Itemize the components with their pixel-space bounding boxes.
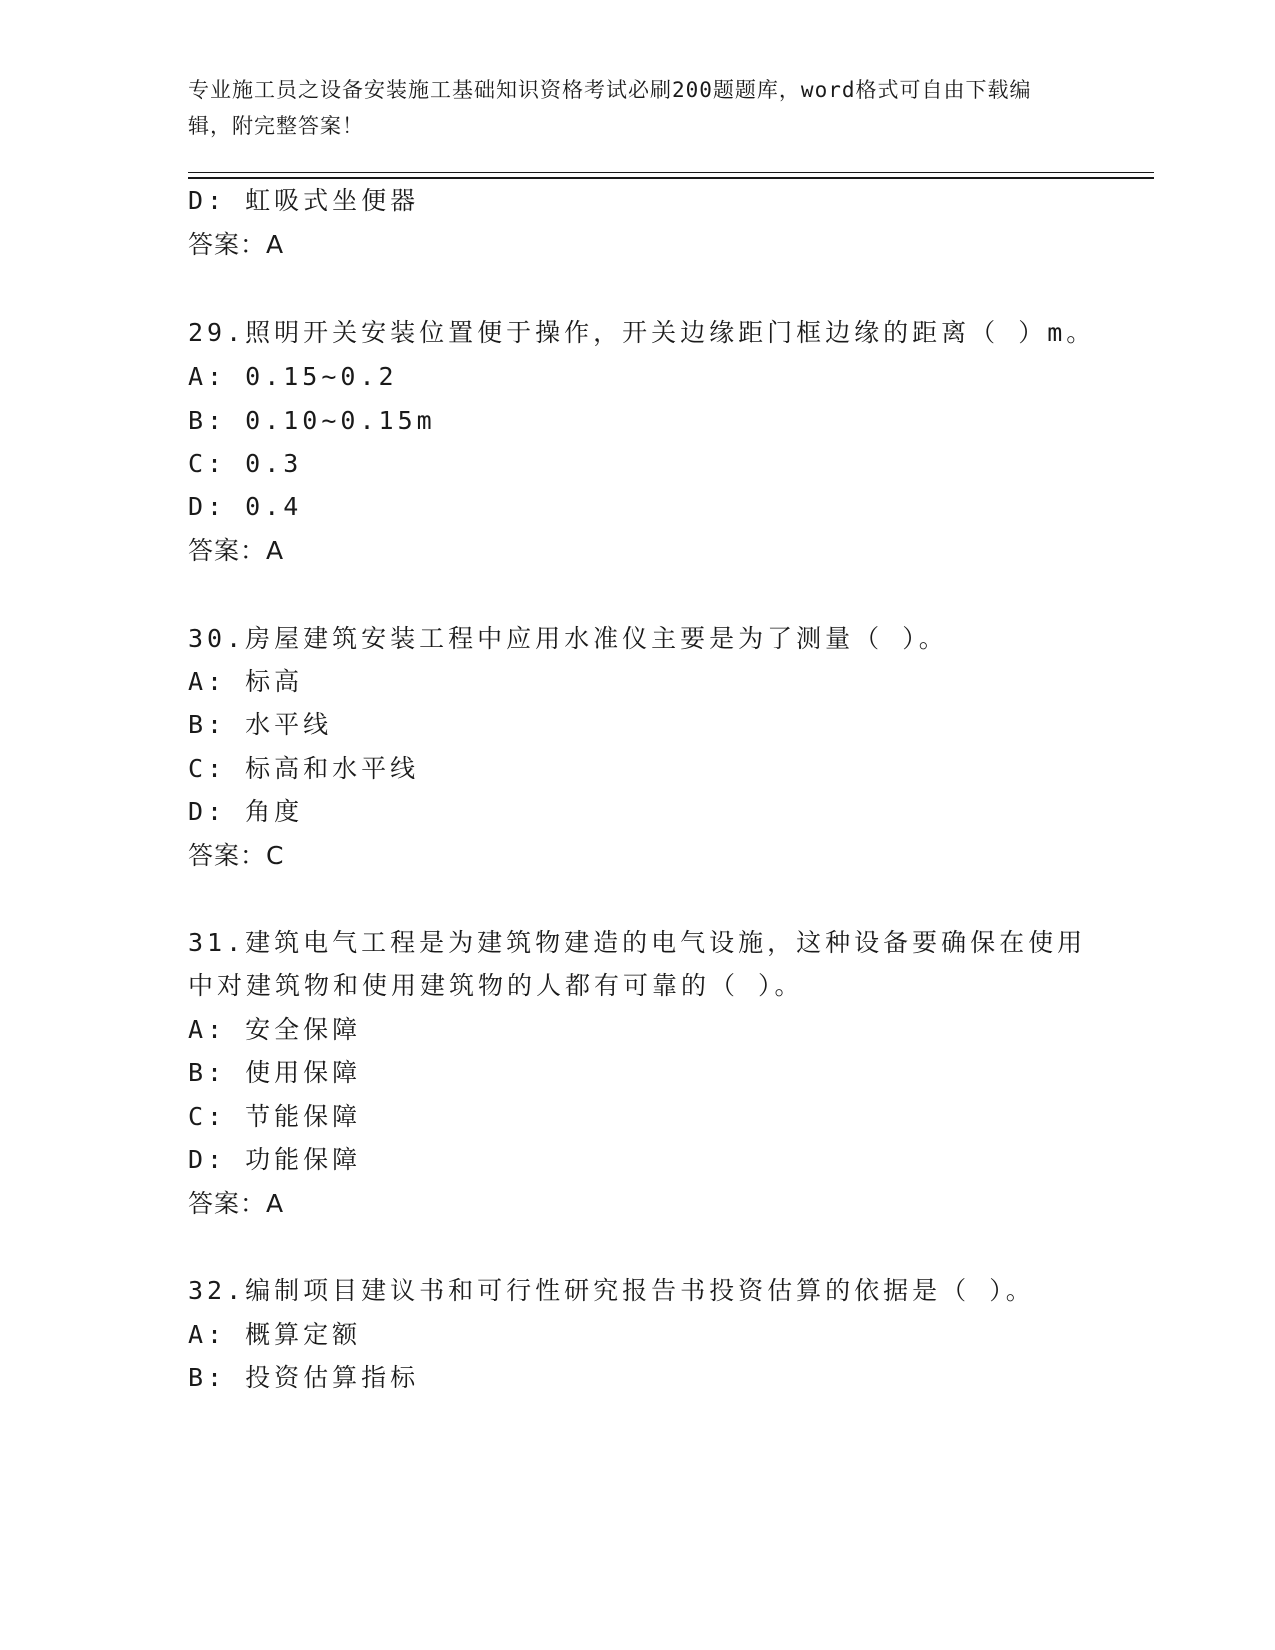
question-32-stem: 32.编制项目建议书和可行性研究报告书投资估算的依据是（ ）。 bbox=[188, 1276, 1035, 1305]
question-30-option-c: C: 标高和水平线 bbox=[188, 754, 420, 783]
question-30-option-b: B: 水平线 bbox=[188, 710, 333, 739]
question-29-option-a: A: 0.15~0.2 bbox=[188, 362, 398, 391]
question-29-option-c: C: 0.3 bbox=[188, 449, 303, 478]
prev-answer: 答案：A bbox=[188, 230, 285, 259]
question-31-option-d: D: 功能保障 bbox=[188, 1145, 362, 1174]
prev-option-d: D: 虹吸式坐便器 bbox=[188, 186, 420, 215]
question-30-option-a: A: 标高 bbox=[188, 667, 304, 696]
question-29-answer: 答案：A bbox=[188, 536, 285, 565]
question-29-stem: 29.照明开关安装位置便于操作，开关边缘距门框边缘的距离（ ）m。 bbox=[188, 318, 1096, 347]
question-31-answer: 答案：A bbox=[188, 1189, 285, 1218]
question-31-option-a: A: 安全保障 bbox=[188, 1015, 362, 1044]
question-30-stem: 30.房屋建筑安装工程中应用水准仪主要是为了测量（ ）。 bbox=[188, 624, 948, 653]
question-31-stem-line-1: 31.建筑电气工程是为建筑物建造的电气设施，这种设备要确保在使用 bbox=[188, 928, 1087, 957]
question-32-option-b: B: 投资估算指标 bbox=[188, 1363, 420, 1392]
question-30-answer: 答案：C bbox=[188, 841, 285, 870]
question-30-option-d: D: 角度 bbox=[188, 797, 304, 826]
header-rule-thick bbox=[188, 177, 1154, 179]
question-29-option-b: B: 0.10~0.15m bbox=[188, 406, 436, 435]
question-31-option-c: C: 节能保障 bbox=[188, 1102, 362, 1131]
header-rule-thin bbox=[188, 172, 1154, 173]
document-header: 专业施工员之设备安装施工基础知识资格考试必刷200题题库，word格式可自由下载编辑，附完整答案！ bbox=[188, 78, 1032, 138]
question-31-option-b: B: 使用保障 bbox=[188, 1058, 362, 1087]
question-31-stem-line-2: 中对建筑物和使用建筑物的人都有可靠的（ ）。 bbox=[188, 971, 804, 1000]
question-32-option-a: A: 概算定额 bbox=[188, 1320, 362, 1349]
question-29-option-d: D: 0.4 bbox=[188, 492, 303, 521]
